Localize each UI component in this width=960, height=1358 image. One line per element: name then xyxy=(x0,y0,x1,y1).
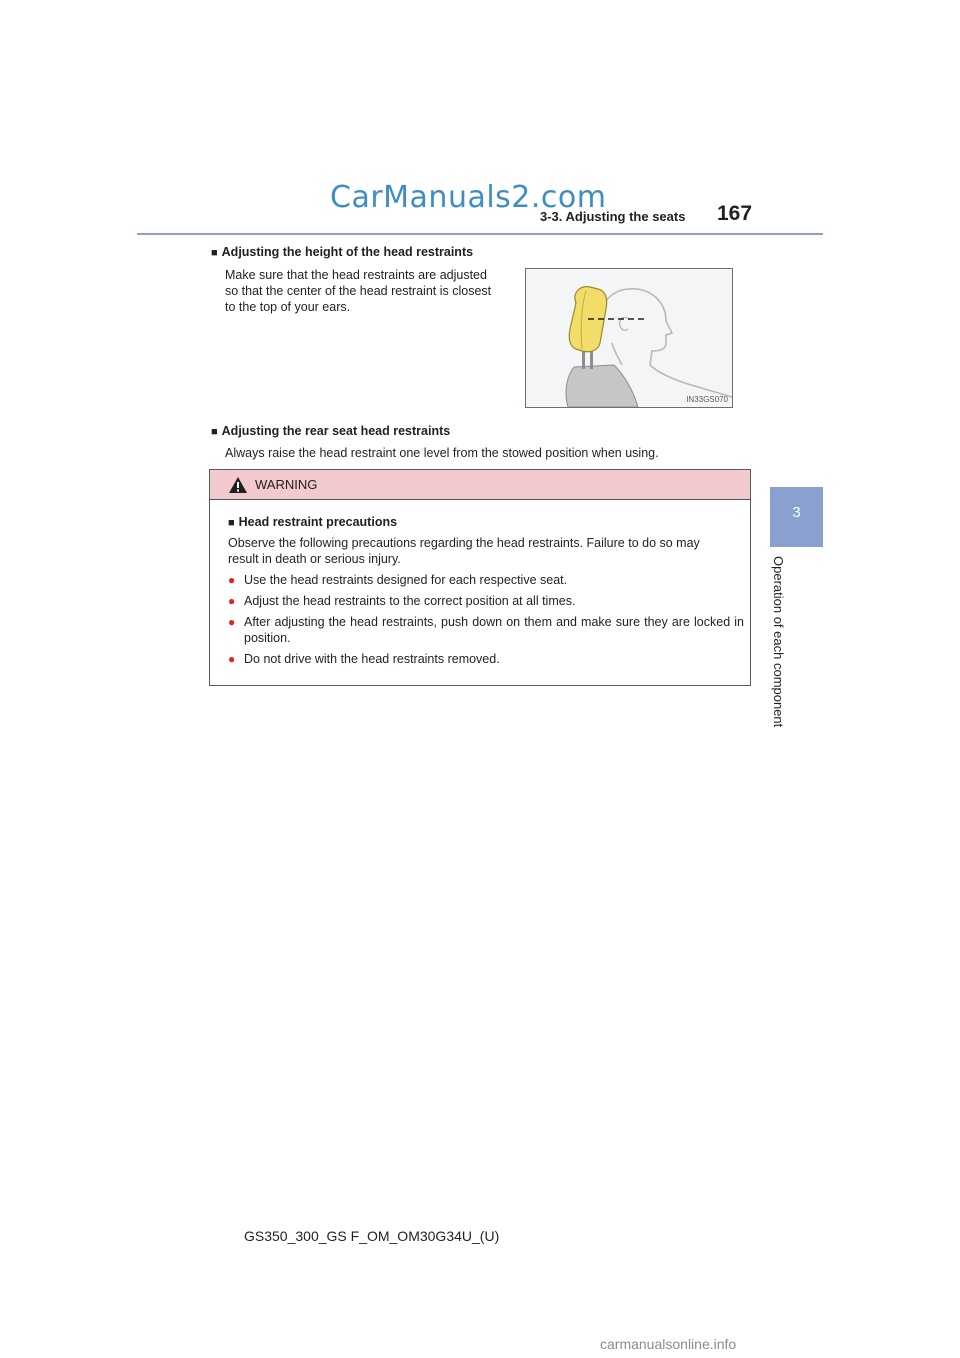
page-number: 167 xyxy=(717,202,753,225)
warning-intro-line: result in death or serious injury. xyxy=(228,552,401,566)
watermark-carmanuals2: CarManuals2.com xyxy=(330,180,607,215)
section-body-height xyxy=(225,267,515,315)
square-bullet-icon: ■ xyxy=(211,426,218,438)
warning-bullet-text: Do not drive with the head restraints removed. xyxy=(244,652,500,666)
body-line: to the top of your ears. xyxy=(225,300,351,314)
square-bullet-icon: ■ xyxy=(211,247,218,259)
chapter-tab xyxy=(770,487,823,547)
warning-intro-line: Observe the following precautions regarding the head restraints. Failure to do so may xyxy=(228,536,700,550)
watermark-carmanualsonline: carmanualsonline.info xyxy=(600,1336,737,1352)
red-dot-icon: ● xyxy=(228,615,236,629)
document-footer-code: GS350_300_GS F_OM_OM30G34U_(U) xyxy=(244,1228,500,1244)
square-bullet-icon: ■ xyxy=(228,517,235,529)
warning-bullet xyxy=(228,651,744,667)
section-heading-height xyxy=(211,245,473,259)
warning-triangle-icon xyxy=(228,476,248,494)
warning-bullet xyxy=(228,593,744,609)
chapter-label xyxy=(764,556,790,746)
section-heading-rear xyxy=(211,424,450,438)
headrest-illustration xyxy=(525,268,733,408)
chapter-tab-number: 3 xyxy=(792,504,801,521)
warning-intro xyxy=(228,535,742,567)
figure-code: IN33GS070 xyxy=(686,395,728,404)
red-dot-icon: ● xyxy=(228,652,236,666)
warning-bullet xyxy=(228,614,744,646)
chapter-label-text: Operation of each component xyxy=(771,556,786,728)
red-dot-icon: ● xyxy=(228,594,236,608)
section-heading-text: Adjusting the rear seat head restraints xyxy=(221,424,451,438)
warning-bullet xyxy=(228,572,744,588)
warning-header xyxy=(210,470,750,500)
warning-bullet-list xyxy=(228,572,744,672)
section-body-rear xyxy=(225,445,765,461)
warning-bullet-text: Adjust the head restraints to the correct position at all times. xyxy=(244,594,576,608)
section-heading-text: Adjusting the height of the head restraints xyxy=(221,245,474,259)
warning-heading-text: Head restraint precautions xyxy=(238,515,398,529)
warning-title: WARNING xyxy=(255,477,318,492)
headrest-diagram-svg xyxy=(526,269,732,407)
warning-box xyxy=(209,469,751,686)
warning-bullet-text: Use the head restraints designed for each respective seat. xyxy=(244,573,568,587)
warning-bullet-text: After adjusting the head restraints, push down on them and make sure they are locked in position. xyxy=(244,615,744,645)
body-line: Always raise the head restraint one level from the stowed position when using. xyxy=(225,446,659,460)
warning-heading xyxy=(228,515,397,529)
header-section-title: 3-3. Adjusting the seats xyxy=(540,209,686,224)
header-rule xyxy=(137,233,823,235)
body-line: Make sure that the head restraints are adjusted xyxy=(225,268,487,282)
red-dot-icon: ● xyxy=(228,573,236,587)
body-line: so that the center of the head restraint is closest xyxy=(225,284,492,298)
